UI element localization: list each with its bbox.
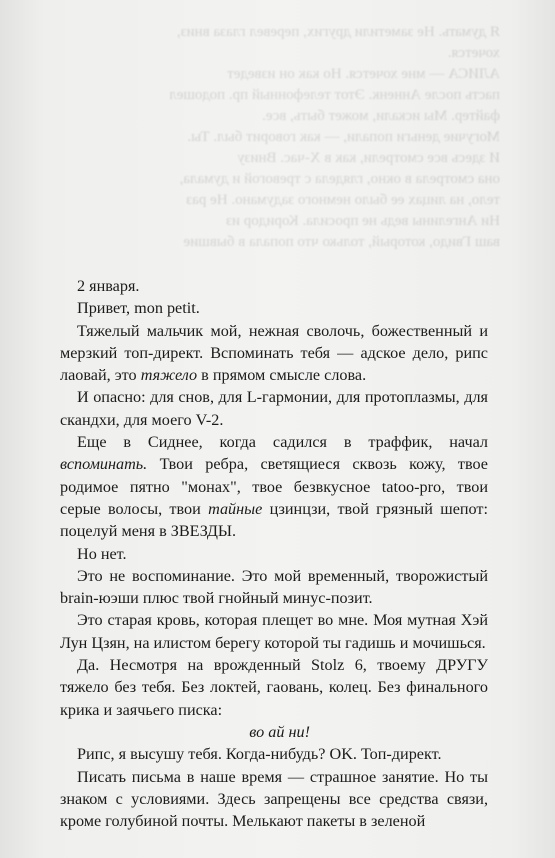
text-run: в прямом смысле слова. (197, 366, 367, 385)
bleed-through-line: файтер. Мы искали, может быть, все. (262, 108, 500, 124)
bleed-through-line: она смотрела в окно, глядела с тревогой и думала, (179, 171, 500, 187)
emphasized-text: тайные (208, 499, 263, 518)
bleed-through-line: ваш Гвидо, который, только что попала в бывшие (183, 234, 500, 250)
paragraph (60, 320, 488, 387)
bleed-through-line: Ни Ангелины ведь не просила. Коридор из (226, 213, 500, 229)
bleed-through-line: Могучие деньги попали, — как говорит был. Ты. (187, 129, 500, 145)
paragraph (60, 565, 488, 610)
text-run: Тяжелый мальчик мой, нежная сволочь, божественный и мерзкий топ-директ. Вспоминать тебя — адское дело, рипс лаовай, это (60, 321, 488, 385)
text-run: Но нет. (77, 544, 127, 563)
paragraph (60, 431, 488, 542)
text-run: Это старая кровь, которая плещет во мне. Моя мутная Хэй Лун Цзян, на илистом берегу которой ты гадишь и мочишься. (60, 611, 488, 652)
emphasized-text: вспоминать. (60, 455, 148, 474)
text-run: Да. Несмотря на врожденный Stolz 6, твоему ДРУГУ тяжело без тебя. Без локтей, гаовань, колец. Без финального крика и заячьего писка: (60, 656, 488, 719)
text-run: Писать письма в наше время — страшное занятие. Но ты знаком с условиями. Здесь запрещены все средства связи, кроме голубиной почты. Мелькают пакеты в зеленой (60, 767, 488, 831)
emphasized-text: во ай ни! (249, 722, 310, 741)
bleed-through-line: И здесь все смотрели, как в X-час. Внизу (237, 150, 500, 166)
text-run: 2 января. (77, 277, 140, 295)
bleed-through-lines (60, 22, 500, 253)
bleed-through-line: Я думать. Не заметили других, перевел глаза вниз, (176, 24, 500, 40)
text-run: Привет, mon petit. (77, 299, 200, 318)
paragraph (60, 386, 488, 431)
text-run: Твои ребра, светящиеся сквозь кожу, твое родимое пятно "монах", твое безвкусное tatoo-pro, твои серые волосы, твои (60, 455, 488, 518)
text-run: И опасно: для снов, для L-гармонии, для протоплазмы, для скандхи, для моего V-2. (60, 388, 488, 429)
text-run: цзинцзи, твой грязный шепот: поцелуй меня в ЗВЕЗДЫ. (60, 499, 488, 541)
paragraph (60, 721, 488, 743)
paragraph (60, 297, 488, 319)
text-run: Еще в Сиднее, когда садился в траффик, начал (77, 433, 488, 452)
text-run: Рипс, я высушу тебя. Когда-нибудь? OK. Топ-директ. (77, 745, 442, 764)
bleed-through-line: пасть после Анненк. Этот телефонный пр. подошел (169, 87, 500, 103)
paragraph (60, 766, 488, 833)
paragraph (60, 743, 488, 765)
letter-body (60, 275, 488, 832)
paragraph (60, 275, 488, 297)
paragraph (60, 609, 488, 654)
text-run: Это не воспоминание. Это мой временный, творожистый brain-юэши плюс твой гнойный минус-позит. (60, 566, 488, 608)
bleed-through-line: хочется. (447, 45, 500, 61)
bleed-through-text (60, 22, 500, 272)
emphasized-text: тяжело (140, 366, 198, 385)
bleed-through-line: АЛИСА — мне хочется. Но как он изведет (227, 66, 500, 82)
bleed-through-line: тело, на лицах ее было немного задумано. Не раз (186, 192, 500, 208)
paragraph (60, 654, 488, 721)
paragraph (60, 543, 488, 565)
